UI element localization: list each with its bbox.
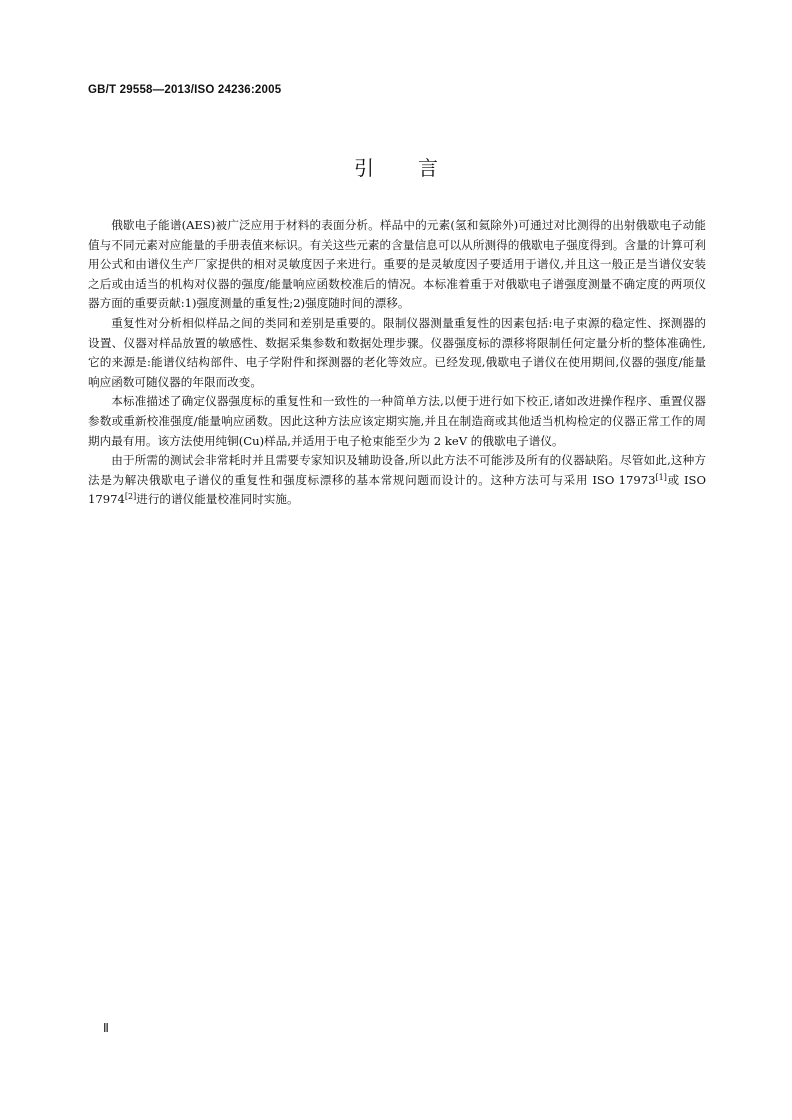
paragraph-4 bbox=[88, 451, 706, 510]
standard-code-header: GB/T 29558—2013/ISO 24236:2005 bbox=[88, 84, 282, 96]
paragraph-4-text-c: 进行的谱仪能量校准同时实施。 bbox=[136, 492, 299, 507]
page-number: Ⅱ bbox=[103, 1021, 109, 1035]
paragraph-3: 本标准描述了确定仪器强度标的重复性和一致性的一种简单方法,以便于进行如下校正,诸如改进操作程序、重置仪器参数或重新校准强度/能量响应函数。因此这种方法应该定期实施,并且在制造商或其他适当机构检定的仪器正常工作的周期内最有用。该方法使用纯铜(Cu)样品,并适用于电子枪束能至少为 2 keV 的俄歇电子谱仪。 bbox=[88, 394, 706, 448]
paragraph-4-text-a: 由于所需的测试会非常耗时并且需要专家知识及辅助设备,所以此方法不可能涉及所有的仪器缺陷。尽管如此,这种方法是为解决俄歇电子谱仪的重复性和强度标漂移的基本常规问题而设计的。这种方法可与采用 ISO 17973 bbox=[88, 453, 706, 487]
reference-2-link[interactable]: [2] bbox=[124, 492, 137, 502]
section-title: 引言 bbox=[354, 156, 482, 180]
reference-1-link[interactable]: [1] bbox=[655, 472, 667, 482]
body-text bbox=[88, 216, 706, 510]
paragraph-4-text-b: 或 ISO 17974 bbox=[88, 472, 706, 507]
paragraph-2: 重复性对分析相似样品之间的类同和差别是重要的。限制仪器测量重复性的因素包括:电子束源的稳定性、探测器的设置、仪器对样品放置的敏感性、数据采集参数和数据处理步骤。仪器强度标的漂移将限制任何定量分析的整体准确性,它的来源是:能谱仪结构部件、电子学附件和探测器的老化等效应。已经发现,俄歇电子谱仪在使用期间,仪器的强度/能量响应函数可随仪器的年限而改变。 bbox=[88, 315, 706, 389]
paragraph-1: 俄歇电子能谱(AES)被广泛应用于材料的表面分析。样品中的元素(氢和氦除外)可通过对比测得的出射俄歇电子动能值与不同元素对应能量的手册表值来标识。有关这些元素的含量信息可以从所测得的俄歇电子强度得到。含量的计算可利用公式和由谱仪生产厂家提供的相对灵敏度因子来进行。重要的是灵敏度因子要适用于谱仪,并且这一般正是当谱仪安装之后或由适当的机构对仪器的强度/能量响应函数校准后的情况。本标准着重于对俄歇电子谱强度测量不确定度的两项仪器方面的重要贡献:1)强度测量的重复性;2)强度随时间的漂移。 bbox=[88, 218, 706, 311]
